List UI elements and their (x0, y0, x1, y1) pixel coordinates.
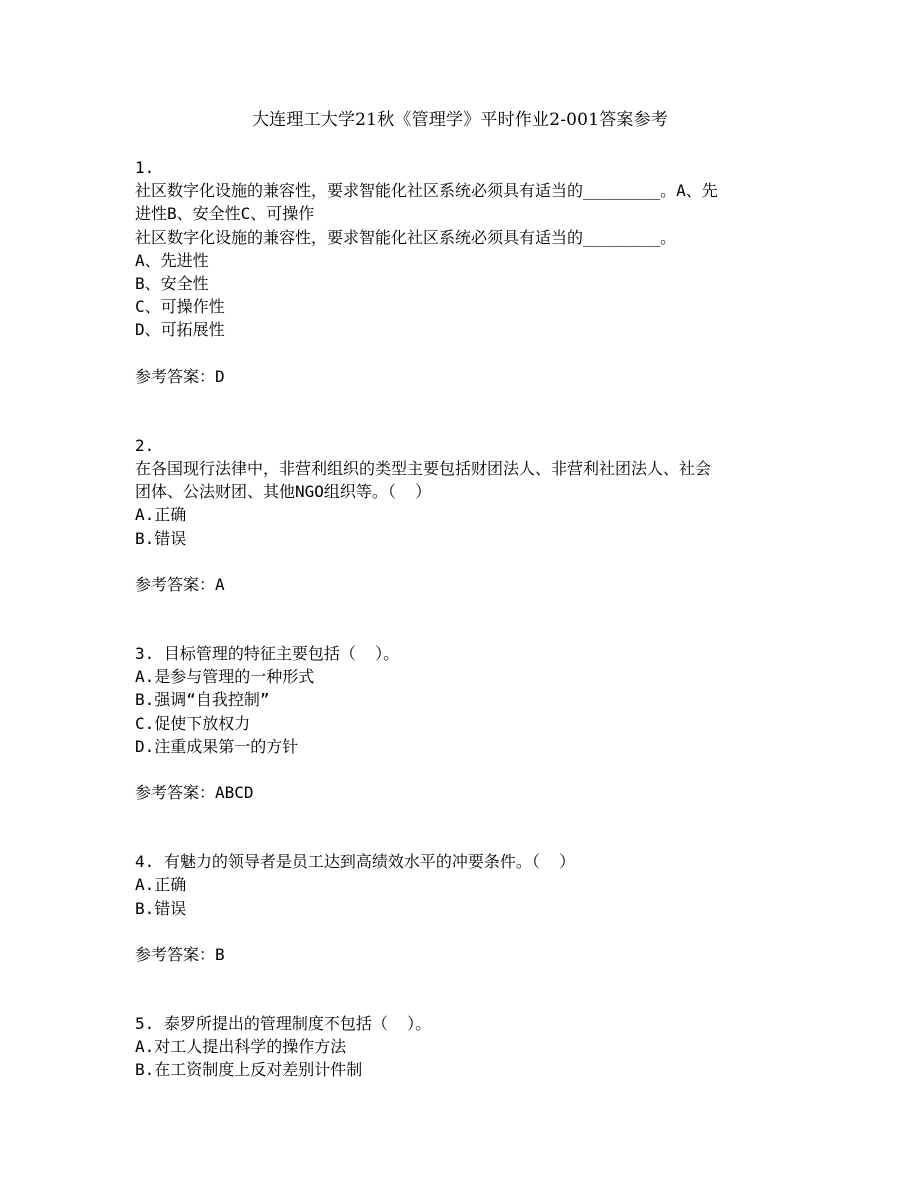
option-c: C.促使下放权力 (135, 713, 251, 733)
spacer (135, 804, 795, 850)
question-3 (135, 642, 795, 804)
option-a: A.正确 (135, 505, 187, 525)
question-number: 1. (135, 158, 155, 177)
question-2 (135, 434, 795, 596)
option-b: B.错误 (135, 898, 187, 918)
spacer (135, 966, 795, 1012)
option-b: B.强调“自我控制” (135, 690, 270, 710)
reference-answer: 参考答案：A (135, 574, 225, 594)
option-b: B.在工资制度上反对差别计件制 (135, 1060, 363, 1080)
question-4 (135, 850, 795, 966)
question-stem-line: 社区数字化设施的兼容性，要求智能化社区系统必须具有适当的________。A、先 (135, 181, 718, 201)
document-title: 大连理工大学21秋《管理学》平时作业2-001答案参考 (251, 110, 669, 130)
question-stem-line: 团体、公法财团、其他NGO组织等。（ ） (135, 482, 432, 502)
question-1 (135, 156, 795, 388)
question-list (135, 156, 795, 1082)
option-a: A.正确 (135, 875, 187, 895)
question-stem-line: 进性B、安全性C、可操作 (135, 204, 315, 224)
reference-answer: 参考答案：D (135, 366, 225, 386)
option-c: C、可操作性 (135, 297, 225, 317)
option-a: A.对工人提出科学的操作方法 (135, 1037, 347, 1057)
spacer (135, 388, 795, 434)
option-d: D.注重成果第一的方针 (135, 736, 299, 756)
option-b: B、安全性 (135, 274, 209, 294)
question-stem-line: 社区数字化设施的兼容性，要求智能化社区系统必须具有适当的________。 (135, 227, 677, 247)
question-5 (135, 1012, 795, 1082)
question-number: 2. (135, 435, 155, 455)
reference-answer: 参考答案：B (135, 944, 225, 964)
question-stem-line: 在各国现行法律中，非营利组织的类型主要包括财团法人、非营利社团法人、社会 (135, 459, 712, 479)
reference-answer: 参考答案：ABCD (135, 783, 254, 803)
question-stem-line: 4. 有魅力的领导者是员工达到高绩效水平的冲要条件。（ ） (135, 852, 576, 872)
spacer (135, 596, 795, 642)
option-b: B.错误 (135, 528, 187, 548)
option-a: A.是参与管理的一种形式 (135, 667, 315, 687)
option-a: A、先进性 (135, 250, 209, 270)
question-stem-line: 3. 目标管理的特征主要包括（ ）。 (135, 644, 400, 664)
option-d: D、可拓展性 (135, 320, 225, 340)
question-stem-line: 5. 泰罗所提出的管理制度不包括（ ）。 (135, 1014, 432, 1034)
